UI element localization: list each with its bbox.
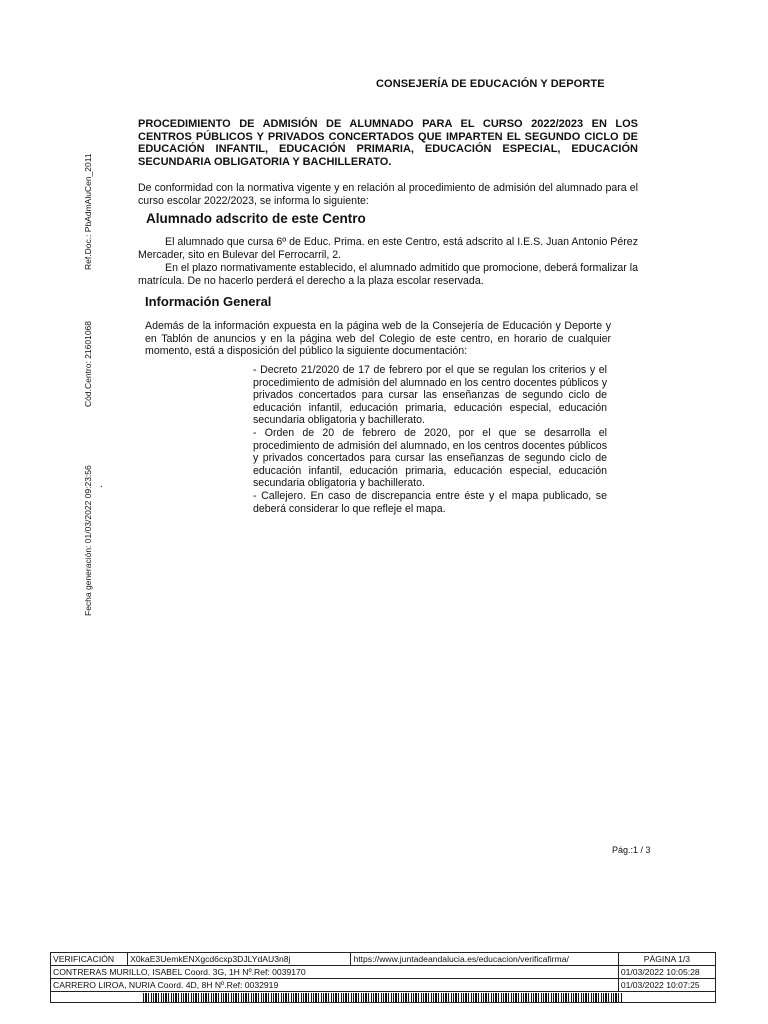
info-paragraph: Además de la información expuesta en la página web de la Consejería de Educación y Deporte y en Tablón de anuncios y en la página web del Colegio de este centro, en horario de cualquier momento, está a disposición del público la siguiente documentación: — [145, 320, 611, 358]
side-cod-centro: Cód.Centro: 21601068 — [83, 320, 93, 407]
section-heading-adscrito: Alumnado adscrito de este Centro — [146, 211, 366, 226]
stray-mark: . — [100, 479, 103, 490]
signer-date: 01/03/2022 10:05:28 — [618, 966, 715, 979]
barcode-image — [143, 993, 623, 1002]
verification-page: PÁGINA 1/3 — [618, 953, 715, 966]
signer-name: CARRERO LIROA, NURIA Coord. 4D, 8H Nº.Ref: 0032919 — [51, 979, 619, 992]
verification-label: VERIFICACIÓN — [51, 953, 128, 966]
verification-table — [50, 952, 716, 1003]
side-ref-doc: Ref.Doc.: PbAdmAluCen_2011 — [83, 153, 93, 270]
barcode-cell — [51, 992, 716, 1003]
page-number: Pág.:1 / 3 — [612, 845, 651, 855]
doc-item-orden: - Orden de 20 de febrero de 2020, por el que se desarrolla el procedimiento de admisión del alumnado, en los centros docentes públicos y privados concertados para cursar las enseñanzas de segundo ciclo de educación infantil, educación primaria, educación especial, educación secundaria obligatoria y bachillerato. — [253, 426, 607, 490]
signer-row — [51, 979, 716, 992]
department-header: CONSEJERÍA DE EDUCACIÓN Y DEPORTE — [376, 78, 605, 90]
intro-paragraph: De conformidad con la normativa vigente y en relación al procedimiento de admisión del alumnado para el curso escolar 2022/2023, se informa lo siguiente: — [138, 182, 638, 207]
side-fecha-generacion: Fecha generación: 01/03/2022 09:23:56 — [83, 465, 93, 616]
barcode-row — [51, 992, 716, 1003]
verification-url[interactable]: https://www.juntadeandalucia.es/educacion/verificafirma/ — [351, 953, 618, 966]
adscrito-paragraph: El alumnado que cursa 6º de Educ. Prima. en este Centro, está adscrito al I.E.S. Juan Antonio Pérez Mercader, sito en Bulevar del Ferrocarril, 2. — [138, 236, 638, 261]
matricula-paragraph: En el plazo normativamente establecido, el alumnado admitido que promocione, deberá formalizar la matrícula. De no hacerlo perderá el derecho a la plaza escolar reservada. — [138, 262, 638, 287]
verification-row — [51, 953, 716, 966]
signer-row — [51, 966, 716, 979]
verification-code: X0kaE3UemkENXgcd6cxp3DJLYdAU3n8j — [128, 953, 351, 966]
doc-item-callejero: - Callejero. En caso de discrepancia entre éste y el mapa publicado, se deberá considerar lo que refleje el mapa. — [253, 489, 607, 515]
procedure-title: PROCEDIMIENTO DE ADMISIÓN DE ALUMNADO PARA EL CURSO 2022/2023 EN LOS CENTROS PÚBLICOS Y PRIVADOS CONCERTADOS QUE IMPARTEN EL SEGUNDO CICLO DE EDUCACIÓN INFANTIL, EDUCACIÓN PRIMARIA, EDUCACIÓN ESPECIAL, EDUCACIÓN SECUNDARIA OBLIGATORIA Y BACHILLERATO. — [138, 118, 638, 168]
signer-date: 01/03/2022 10:07:25 — [618, 979, 715, 992]
section-heading-info: Información General — [145, 294, 272, 309]
doc-item-decreto: - Decreto 21/2020 de 17 de febrero por el que se regulan los criterios y el procedimiento de admisión del alumnado en los centro docentes públicos y privados concertados para cursar las enseñanzas de segundo ciclo de educación infantil, educación primaria, educación especial, educación secundaria obligatoria y bachillerato. — [253, 364, 607, 427]
signer-name: CONTRERAS MURILLO, ISABEL Coord. 3G, 1H Nº.Ref: 0039170 — [51, 966, 619, 979]
documentation-list — [253, 364, 607, 515]
